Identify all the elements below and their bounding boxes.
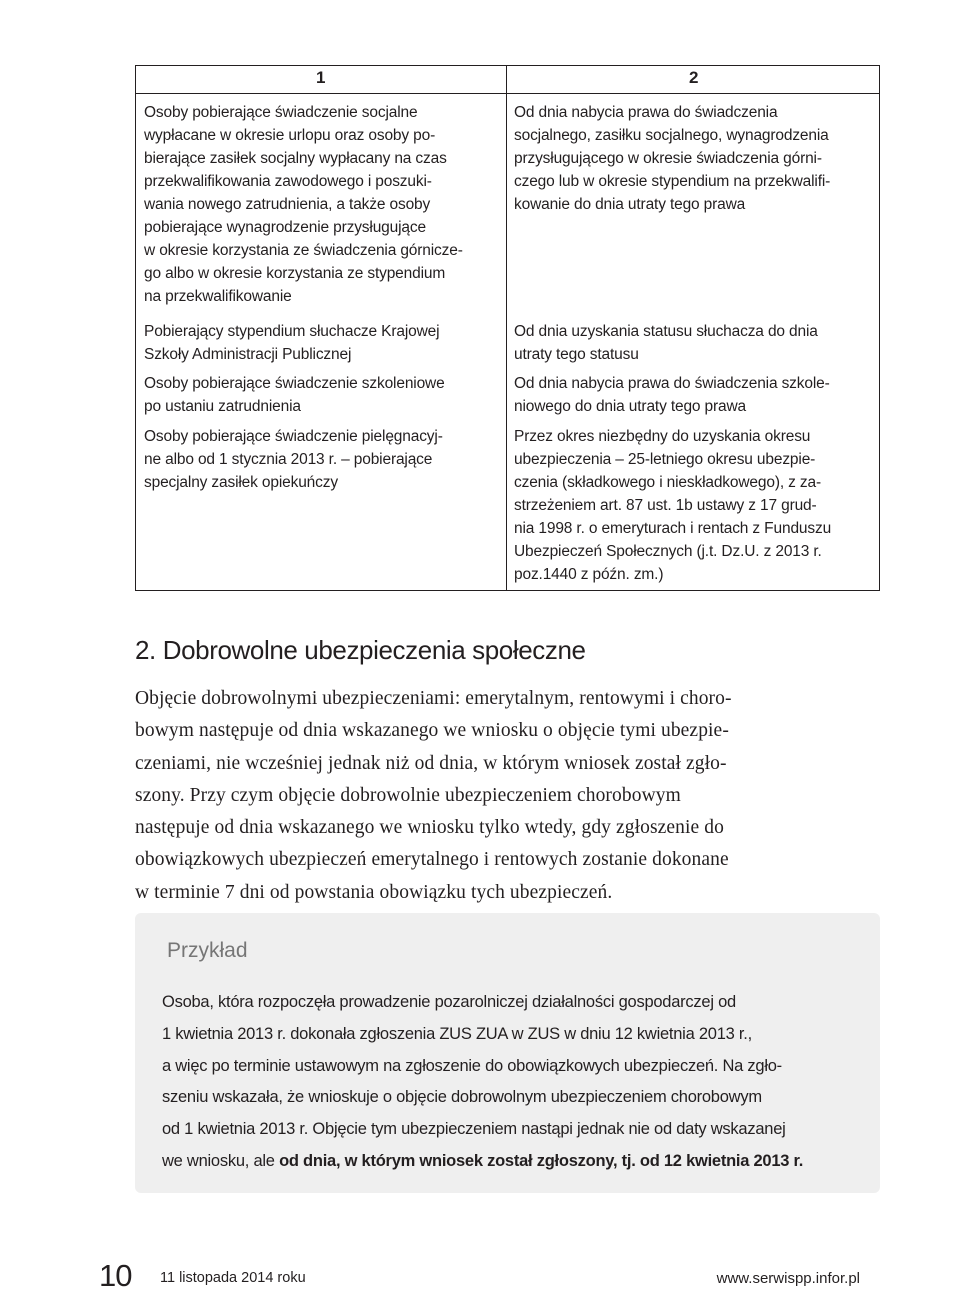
example-text <box>162 987 862 1178</box>
table-row-1-col-1: Osoby pobierające świadczenie socjalne wypłacane w okresie urlopu oraz osoby po- bierające zasiłek socjalny wypłacany na czas przekwalifikowania zawodowego i poszuki- wania nowego zatrudnienia, a także osoby pobierające wynagrodzenie przysługujące w okresie korzystania ze świadczenia górnicze- go albo w okresie korzystania ze stypendium na przekwalifikowanie <box>144 104 463 305</box>
table-row-4-col-2: Przez okres niezbędny do uzyskania okresu ubezpieczenia – 25-letniego okresu ubezpie- czenia (składkowego i nieskładkowego), z za- strzeżeniem art. 87 ust. 1b ustawy z 17 grud- nia 1998 r. o emeryturach i rentach z Funduszu Ubezpieczeń Społecznych (j.t. Dz.U. z 2013 r. poz.1440 z późn. zm.) <box>514 428 832 583</box>
example-text-bold: od dnia, w którym wniosek został zgłoszony, tj. od 12 kwietnia 2013 r. <box>279 1151 804 1170</box>
section-body-text: Objęcie dobrowolnymi ubezpieczeniami: emerytalnym, rentowymi i choro- bowym następuje od dnia wskazanego we wniosku o objęcie tymi ubezpie- czeniami, nie wcześniej jednak niż od dnia, w którym wniosek został zgło- szony. Przy czym objęcie dobrowolnie ubezpieczeniem chorobowym następuje od dnia wskazanego we wniosku tylko wtedy, gdy zgłoszenie do obowiązkowych ubezpieczeń emerytalnego i rentowych zostanie dokonane w terminie 7 dni od powstania obowiązku tych ubezpieczeń. <box>135 688 732 903</box>
table-row-4-col-1: Osoby pobierające świadczenie pielęgnacyj- ne albo od 1 stycznia 2013 r. – pobierające specjalny zasiłek opiekuńczy <box>144 428 443 491</box>
website-url: www.serwispp.infor.pl <box>716 1270 860 1287</box>
table-header-col-2: 2 <box>689 68 699 87</box>
table-row-3-col-1: Osoby pobierające świadczenie szkoleniowe po ustaniu zatrudnienia <box>144 375 445 415</box>
table-header-col-1: 1 <box>316 68 326 87</box>
example-text-regular: Osoba, która rozpoczęła prowadzenie pozarolniczej działalności gospodarczej od 1 kwietnia 2013 r. dokonała zgłoszenia ZUS ZUA w ZUS w dniu 12 kwietnia 2013 r., a więc po terminie ustawowym na zgłoszenie do obowiązkowych ubezpieczeń. Na zgło- szeniu wskazała, że wnioskuje o objęcie dobrowolnym ubezpieczeniem chorobowym od 1 kwietnia 2013 r. Objęcie tym ubezpieczeniem nastąpi jednak nie od daty wskazanej we wniosku, ale <box>162 993 786 1170</box>
issue-date: 11 listopada 2014 roku <box>160 1270 306 1286</box>
table-row-3-col-2: Od dnia nabycia prawa do świadczenia szkole- niowego do dnia utraty tego prawa <box>514 375 830 415</box>
table-column-divider <box>506 66 507 590</box>
eligibility-table <box>135 65 880 591</box>
table-row-2-col-1: Pobierający stypendium słuchacze Krajowej Szkoły Administracji Publicznej <box>144 323 440 363</box>
example-box <box>135 913 880 1193</box>
table-row-2-col-2: Od dnia uzyskania statusu słuchacza do dnia utraty tego statusu <box>514 323 818 363</box>
table-row-1-col-2: Od dnia nabycia prawa do świadczenia socjalnego, zasiłku socjalnego, wynagrodzenia przysługującego w okresie świadczenia górni- czego lub w okresie stypendium na przekwalifi- kowanie do dnia utraty tego prawa <box>514 104 831 213</box>
page-number: 10 <box>99 1258 132 1293</box>
example-title: Przykład <box>167 939 248 962</box>
section-title: 2. Dobrowolne ubezpieczenia społeczne <box>135 635 586 665</box>
table-header-divider <box>136 93 879 94</box>
